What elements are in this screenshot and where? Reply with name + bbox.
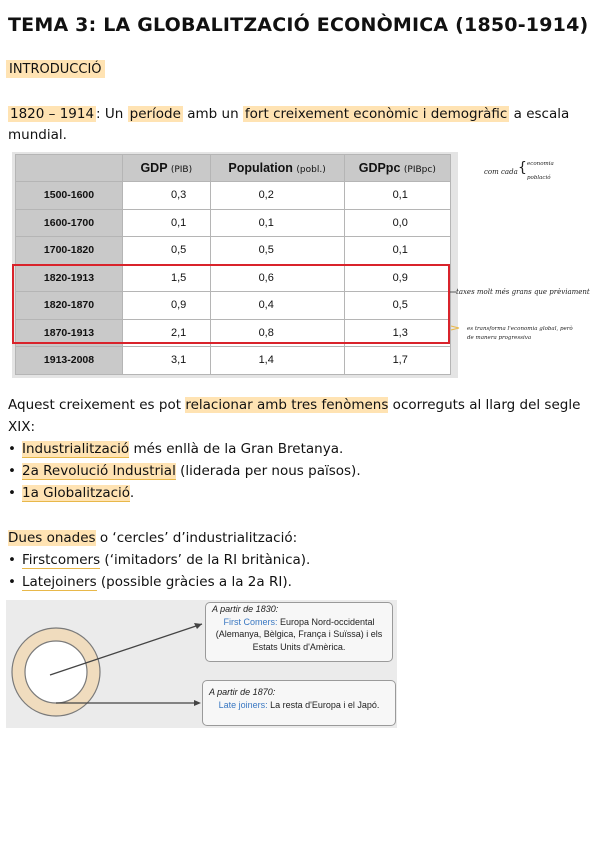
col-gdp: GDP (PIB)	[123, 155, 211, 182]
intro-text-3: a escala mundial.	[8, 106, 570, 143]
note-taxes: taxes molt més grans que prèviament	[456, 288, 590, 296]
intro-text-2: amb un	[182, 106, 243, 122]
table-row: 1820-1870 0,9 0,4 0,5	[16, 292, 451, 320]
waves-highlight: Dues onades	[8, 530, 96, 546]
first-comers-box: A partir de 1830: First Comers: Europa Nord-occidental (Alemanya, Bèlgica, França i Suïssa) i els Estats Units d'Amèrica.	[205, 602, 393, 662]
note-poblacio: població	[527, 175, 551, 181]
col-population: Population (pobl.)	[210, 155, 344, 182]
table-row: 1600-1700 0,1 0,1 0,0	[16, 209, 451, 237]
intro-periode: període	[129, 106, 181, 122]
table-corner	[16, 155, 123, 182]
list-item: • Latejoiners (possible gràcies a la 2a RI).	[8, 571, 593, 593]
table-row: 1500-1600 0,3 0,2 0,1	[16, 182, 451, 210]
list-item: • Industrialització més enllà de la Gran Bretanya.	[8, 438, 593, 460]
inner-circle	[25, 641, 87, 703]
list-item: • 2a Revolució Industrial (liderada per nous països).	[8, 460, 593, 482]
intro-text-1: : Un	[96, 106, 128, 122]
page-title: TEMA 3: LA GLOBALITZACIÓ ECONÒMICA (1850-1914)	[8, 14, 589, 36]
highlight-box	[12, 264, 450, 344]
note-transforma-2: de manera progressiva	[467, 335, 532, 341]
waves-list	[8, 549, 593, 593]
table-row: 1870-1913 2,1 0,8 1,3	[16, 319, 451, 347]
table-row: 1820-1913 1,5 0,6 0,9	[16, 264, 451, 292]
intro-paragraph	[8, 104, 593, 146]
late-joiners-box: A partir de 1870: Late joiners: La resta d'Europa i el Japó.	[202, 680, 396, 726]
note-transforma-1: es transforma l'economia global, però	[467, 326, 573, 332]
waves-intro: Dues onades o ‘cercles’ d’industrialització:	[8, 530, 298, 546]
col-gdppc: GDPpc (PIBpc)	[344, 155, 450, 182]
phenomena-paragraph	[8, 394, 593, 504]
intro-growth: fort creixement econòmic i demogràfic	[244, 106, 508, 122]
phenomena-highlight: relacionar amb tres fenòmens	[185, 397, 389, 413]
section-heading: INTRODUCCIÓ	[6, 60, 105, 78]
phenomena-list	[8, 438, 593, 504]
circles-diagram	[6, 600, 397, 728]
list-item: • 1a Globalització.	[8, 482, 593, 504]
note-economia: economia	[527, 161, 554, 167]
arrowhead-icon	[194, 700, 201, 706]
list-item: • Firstcomers (‘imitadors’ de la RI britànica).	[8, 549, 593, 571]
waves-paragraph	[8, 527, 593, 593]
table-row: 1913-2008 3,1 1,4 1,7	[16, 347, 451, 375]
table-row: 1700-1820 0,5 0,5 0,1	[16, 237, 451, 265]
note-com-cada: com cada	[484, 168, 518, 176]
brace-icon: {	[518, 160, 527, 176]
intro-years: 1820 – 1914	[10, 106, 95, 122]
phenomena-intro: Aquest creixement es pot relacionar amb tres fenòmens ocorreguts al llarg del segle XIX:	[8, 397, 581, 435]
